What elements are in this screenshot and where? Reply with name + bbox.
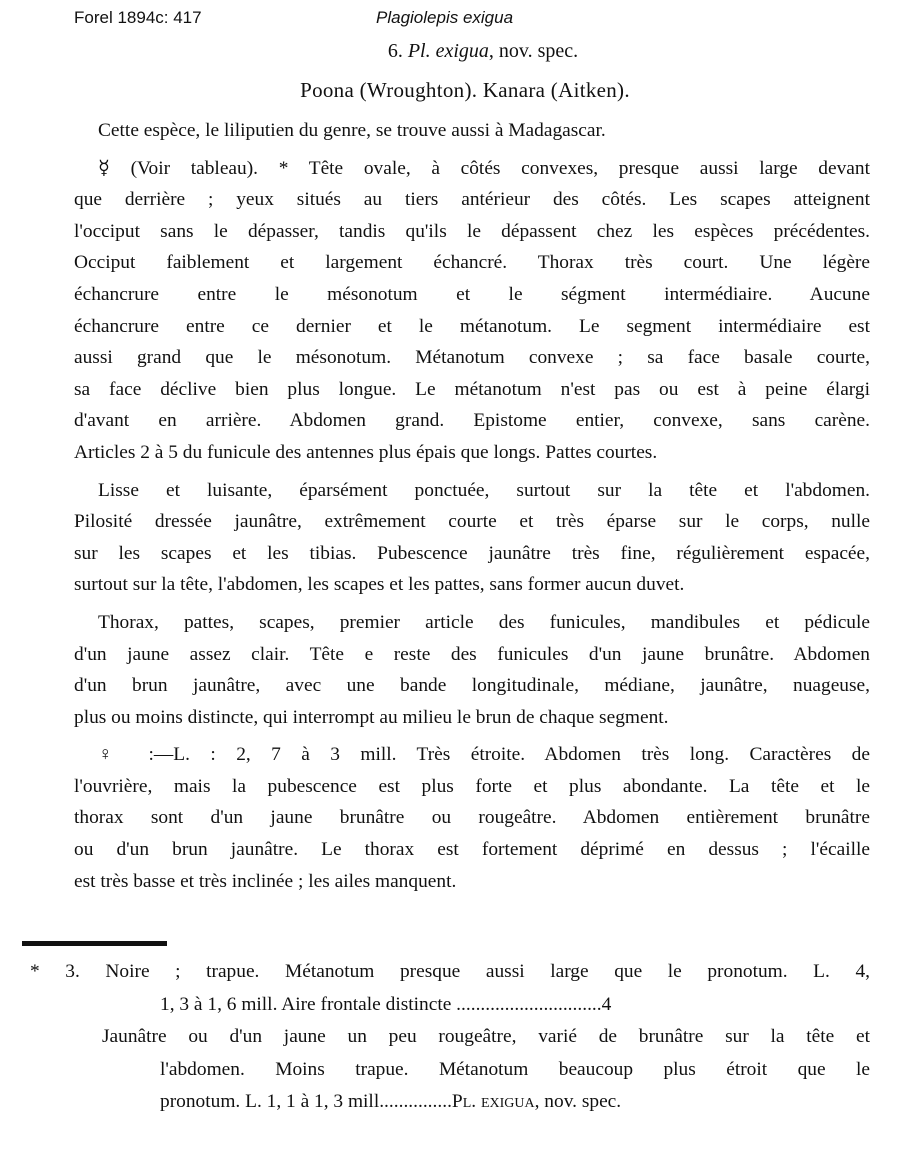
text-line: est très basse et très inclinée ; les ailes manquent.: [74, 870, 457, 892]
text-line: d'un jaune assez clair. Tête e reste des funicules d'un jaune brunâtre. Abdomen: [74, 643, 870, 665]
text-line: aussi grand que le mésonotum. Métanotum convexe ; sa face basale courte,: [74, 347, 870, 369]
species-name: Pl. exigua: [407, 40, 489, 62]
text-line: ♀ :—L. : 2, 7 à 3 mill. Très étroite. Abdomen très long. Caractères de: [98, 744, 870, 766]
species-status: , nov. spec.: [488, 40, 579, 62]
footnote-line: [30, 1086, 870, 1119]
footnote-line: 1, 3 à 1, 6 mill. Aire frontale distincte ..............................4: [160, 993, 612, 1015]
text-line: Thorax, pattes, scapes, premier article des funicules, mandibules et pédicule: [98, 611, 870, 633]
text-line: échancrure entre ce dernier et le métanotum. Le segment intermédiaire est: [74, 315, 870, 337]
footnote-line: Jaunâtre ou d'un jaune un peu rougeâtre, varié de brunâtre sur la tête et: [102, 1026, 870, 1047]
footnote-status: , nov. spec.: [534, 1091, 622, 1112]
text-line: d'avant en arrière. Abdomen grand. Epistome entier, convexe, sans carène.: [74, 410, 870, 432]
footnote-rule: [22, 941, 167, 946]
text-line: ☿ (Voir tableau). * Tête ovale, à côtés convexes, presque aussi large devant: [98, 157, 870, 179]
text-line: Pilosité dressée jaunâtre, extrêmement courte et très éparse sur le corps, nulle: [74, 511, 870, 533]
species-heading: [0, 40, 900, 63]
species-title: Plagiolepis exigua: [376, 8, 514, 27]
footnote-line: * 3. Noire ; trapue. Métanotum presque aussi large que le pronotum. L. 4,: [30, 961, 870, 982]
text-line: Articles 2 à 5 du funicule des antennes plus épais que longs. Pattes courtes.: [74, 441, 658, 463]
description-body: [74, 115, 870, 897]
text-line: sur les scapes et les tibias. Pubescence jaunâtre très fine, régulièrement espacée,: [74, 542, 870, 564]
page-header: [0, 8, 900, 32]
text-line: Cette espèce, le liliputien du genre, se trouve aussi à Madagascar.: [98, 120, 606, 141]
text-line: Occiput faiblement et largement échancré. Thorax très court. Une légère: [74, 252, 870, 274]
text-line: l'ouvrière, mais la pubescence est plus forte et plus abondante. La tête et le: [74, 775, 870, 797]
footnote-line: l'abdomen. Moins trapue. Métanotum beaucoup plus étroit que le: [160, 1058, 870, 1080]
text-line: échancrure entre le mésonotum et le ségment intermédiaire. Aucune: [74, 283, 870, 305]
text-line: que derrière ; yeux situés au tiers antérieur des côtés. Les scapes atteignent: [74, 189, 870, 211]
text-line: thorax sont d'un jaune brunâtre ou rougeâtre. Abdomen entièrement brunâtre: [74, 807, 870, 829]
footnote: [30, 956, 870, 1119]
citation: Forel 1894c: 417: [74, 8, 202, 27]
text-line: sa face déclive bien plus longue. Le métanotum n'est pas ou est à peine élargi: [74, 378, 870, 400]
text-line: ou d'un brun jaunâtre. Le thorax est fortement déprimé en dessus ; l'écaille: [74, 839, 870, 861]
footnote-text: pronotum. L. 1, 1 à 1, 3 mill...............: [160, 1091, 452, 1112]
text-line: Lisse et luisante, éparsément ponctuée, surtout sur la tête et l'abdomen.: [98, 479, 870, 501]
footnote-species: Pl. exigua: [451, 1091, 535, 1112]
localities: Poona (Wroughton). Kanara (Aitken).: [300, 78, 630, 102]
text-line: plus ou moins distincte, qui interrompt au milieu le brun de chaque segment.: [74, 706, 669, 728]
text-line: l'occiput sans le dépasser, tandis qu'ils le dépassent chez les espèces précédentes.: [74, 220, 870, 242]
text-line: surtout sur la tête, l'abdomen, les scapes et les pattes, sans former aucun duvet.: [74, 574, 685, 596]
text-line: d'un brun jaunâtre, avec une bande longitudinale, médiane, jaunâtre, nuageuse,: [74, 675, 870, 697]
species-number: 6.: [387, 40, 403, 62]
